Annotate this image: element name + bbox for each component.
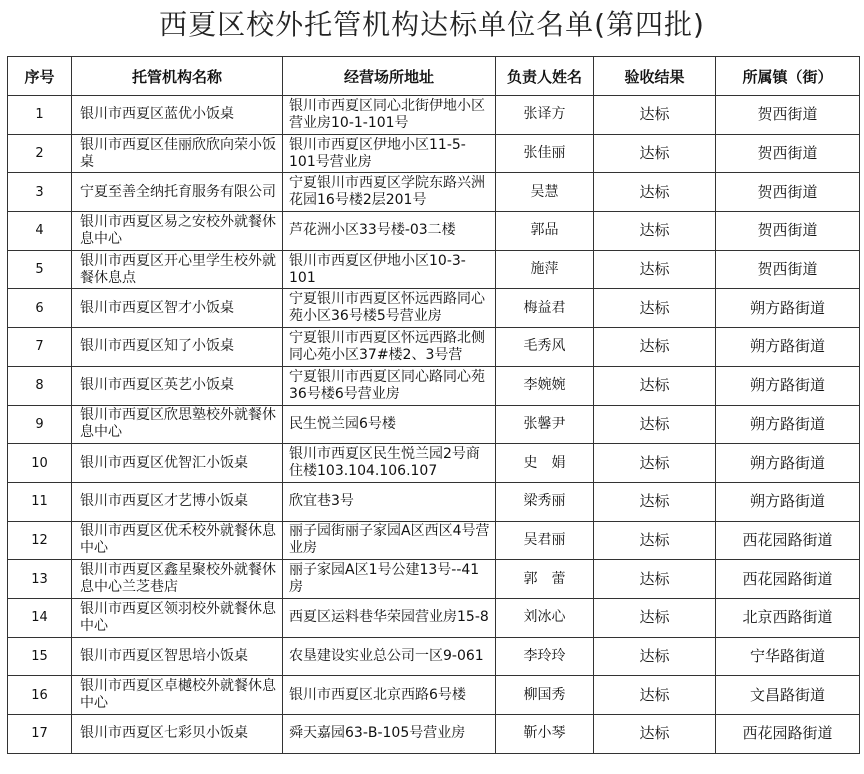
- table-row: [8, 134, 860, 173]
- cell-institution-name: 银川市西夏区才艺博小饭桌: [72, 482, 283, 521]
- header-result: 验收结果: [594, 57, 716, 96]
- cell-town: 西花园路街道: [716, 560, 860, 599]
- cell-person-in-charge: 施萍: [496, 250, 594, 289]
- table-header-row: [8, 57, 860, 96]
- cell-institution-name: 银川市西夏区优禾校外就餐休息中心: [72, 521, 283, 560]
- cell-person-in-charge: 张佳丽: [496, 134, 594, 173]
- cell-person-in-charge: 史 娟: [496, 444, 594, 483]
- table-row: [8, 250, 860, 289]
- cell-town: 文昌路街道: [716, 676, 860, 715]
- cell-town: 朔方路街道: [716, 482, 860, 521]
- cell-index: 12: [8, 521, 72, 560]
- table-row: [8, 405, 860, 444]
- cell-result: 达标: [594, 366, 716, 405]
- cell-address: 丽子园街丽子家园A区西区4号营业房: [283, 521, 496, 560]
- cell-person-in-charge: 毛秀风: [496, 328, 594, 367]
- table-row: [8, 560, 860, 599]
- cell-town: 贺西街道: [716, 96, 860, 135]
- cell-result: 达标: [594, 173, 716, 212]
- institution-table: [7, 56, 860, 754]
- cell-town: 贺西街道: [716, 212, 860, 251]
- cell-address: 农垦建设实业总公司一区9-061: [283, 637, 496, 676]
- cell-person-in-charge: 吴慧: [496, 173, 594, 212]
- cell-result: 达标: [594, 598, 716, 637]
- cell-town: 朔方路街道: [716, 405, 860, 444]
- table-row: [8, 676, 860, 715]
- cell-index: 5: [8, 250, 72, 289]
- cell-result: 达标: [594, 96, 716, 135]
- table-row: [8, 96, 860, 135]
- cell-institution-name: 银川市西夏区英艺小饭桌: [72, 366, 283, 405]
- cell-town: 西花园路街道: [716, 521, 860, 560]
- table-row: [8, 328, 860, 367]
- cell-result: 达标: [594, 482, 716, 521]
- cell-index: 15: [8, 637, 72, 676]
- cell-address: 宁夏银川市西夏区同心路同心苑36号楼6号营业房: [283, 366, 496, 405]
- cell-index: 14: [8, 598, 72, 637]
- cell-institution-name: 银川市西夏区佳丽欣欣向荣小饭桌: [72, 134, 283, 173]
- cell-town: 北京西路街道: [716, 598, 860, 637]
- cell-address: 宁夏银川市西夏区怀远西路北侧同心苑小区37#楼2、3号营: [283, 328, 496, 367]
- cell-result: 达标: [594, 405, 716, 444]
- cell-result: 达标: [594, 637, 716, 676]
- cell-result: 达标: [594, 444, 716, 483]
- cell-town: 贺西街道: [716, 134, 860, 173]
- cell-town: 朔方路街道: [716, 366, 860, 405]
- cell-institution-name: 银川市西夏区领羽校外就餐休息中心: [72, 598, 283, 637]
- cell-institution-name: 银川市西夏区鑫星聚校外就餐休息中心兰芝巷店: [72, 560, 283, 599]
- cell-result: 达标: [594, 250, 716, 289]
- cell-town: 朔方路街道: [716, 328, 860, 367]
- cell-address: 丽子家园A区1号公建13号--41房: [283, 560, 496, 599]
- cell-person-in-charge: 柳国秀: [496, 676, 594, 715]
- cell-index: 10: [8, 444, 72, 483]
- cell-index: 8: [8, 366, 72, 405]
- cell-institution-name: 银川市西夏区卓樾校外就餐休息中心: [72, 676, 283, 715]
- cell-result: 达标: [594, 521, 716, 560]
- cell-result: 达标: [594, 676, 716, 715]
- cell-person-in-charge: 吴君丽: [496, 521, 594, 560]
- cell-institution-name: 银川市西夏区智才小饭桌: [72, 289, 283, 328]
- cell-institution-name: 银川市西夏区七彩贝小饭桌: [72, 715, 283, 754]
- header-town: 所属镇（街）: [716, 57, 860, 96]
- table-row: [8, 212, 860, 251]
- cell-person-in-charge: 梅益君: [496, 289, 594, 328]
- cell-institution-name: 银川市西夏区开心里学生校外就餐休息点: [72, 250, 283, 289]
- cell-institution-name: 银川市西夏区欣思塾校外就餐休息中心: [72, 405, 283, 444]
- cell-town: 朔方路街道: [716, 289, 860, 328]
- cell-index: 13: [8, 560, 72, 599]
- cell-result: 达标: [594, 715, 716, 754]
- table-row: [8, 173, 860, 212]
- cell-person-in-charge: 郭品: [496, 212, 594, 251]
- table-row: [8, 715, 860, 754]
- cell-town: 宁华路街道: [716, 637, 860, 676]
- cell-institution-name: 银川市西夏区优智汇小饭桌: [72, 444, 283, 483]
- table-row: [8, 482, 860, 521]
- cell-index: 4: [8, 212, 72, 251]
- cell-person-in-charge: 李玲玲: [496, 637, 594, 676]
- table-row: [8, 289, 860, 328]
- header-person-in-charge: 负责人姓名: [496, 57, 594, 96]
- cell-institution-name: 银川市西夏区智思培小饭桌: [72, 637, 283, 676]
- cell-town: 贺西街道: [716, 173, 860, 212]
- cell-person-in-charge: 刘冰心: [496, 598, 594, 637]
- cell-address: 宁夏银川市西夏区怀远西路同心苑小区36号楼5号营业房: [283, 289, 496, 328]
- cell-town: 贺西街道: [716, 250, 860, 289]
- cell-result: 达标: [594, 134, 716, 173]
- cell-person-in-charge: 李婉婉: [496, 366, 594, 405]
- cell-institution-name: 银川市西夏区蓝优小饭桌: [72, 96, 283, 135]
- cell-index: 17: [8, 715, 72, 754]
- table-body: [8, 96, 860, 754]
- cell-index: 3: [8, 173, 72, 212]
- cell-person-in-charge: 郭 蕾: [496, 560, 594, 599]
- table-row: [8, 598, 860, 637]
- cell-index: 9: [8, 405, 72, 444]
- cell-result: 达标: [594, 212, 716, 251]
- cell-address: 舜天嘉园63-B-105号营业房: [283, 715, 496, 754]
- cell-address: 银川市西夏区民生悦兰园2号商住楼103.104.106.107: [283, 444, 496, 483]
- cell-index: 11: [8, 482, 72, 521]
- table-row: [8, 366, 860, 405]
- cell-index: 2: [8, 134, 72, 173]
- cell-index: 7: [8, 328, 72, 367]
- page-title: 西夏区校外托管机构达标单位名单(第四批): [159, 8, 705, 41]
- cell-address: 银川市西夏区伊地小区10-3-101: [283, 250, 496, 289]
- table-row: [8, 521, 860, 560]
- cell-address: 宁夏银川市西夏区学院东路兴洲花园16号楼2层201号: [283, 173, 496, 212]
- header-institution-name: 托管机构名称: [72, 57, 283, 96]
- cell-institution-name: 银川市西夏区易之安校外就餐休息中心: [72, 212, 283, 251]
- cell-person-in-charge: 梁秀丽: [496, 482, 594, 521]
- cell-result: 达标: [594, 289, 716, 328]
- cell-address: 欣宜巷3号: [283, 482, 496, 521]
- header-index: 序号: [8, 57, 72, 96]
- cell-person-in-charge: 张译方: [496, 96, 594, 135]
- cell-address: 西夏区运料巷华荣园营业房15-8: [283, 598, 496, 637]
- cell-address: 银川市西夏区伊地小区11-5-101号营业房: [283, 134, 496, 173]
- header-address: 经营场所地址: [283, 57, 496, 96]
- cell-address: 银川市西夏区北京西路6号楼: [283, 676, 496, 715]
- cell-address: 民生悦兰园6号楼: [283, 405, 496, 444]
- cell-institution-name: 宁夏至善全纳托育服务有限公司: [72, 173, 283, 212]
- cell-institution-name: 银川市西夏区知了小饭桌: [72, 328, 283, 367]
- cell-address: 银川市西夏区同心北街伊地小区营业房10-1-101号: [283, 96, 496, 135]
- cell-index: 1: [8, 96, 72, 135]
- table-row: [8, 444, 860, 483]
- cell-index: 16: [8, 676, 72, 715]
- cell-address: 芦花洲小区33号楼-03二楼: [283, 212, 496, 251]
- table-row: [8, 637, 860, 676]
- cell-result: 达标: [594, 560, 716, 599]
- cell-index: 6: [8, 289, 72, 328]
- cell-person-in-charge: 靳小琴: [496, 715, 594, 754]
- cell-person-in-charge: 张馨尹: [496, 405, 594, 444]
- cell-town: 朔方路街道: [716, 444, 860, 483]
- cell-result: 达标: [594, 328, 716, 367]
- cell-town: 西花园路街道: [716, 715, 860, 754]
